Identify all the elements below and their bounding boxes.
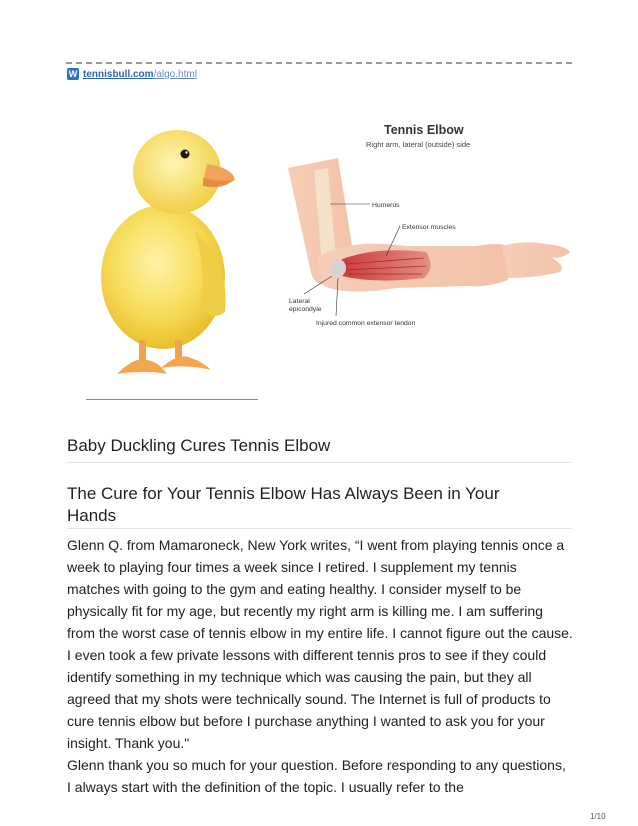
source-path[interactable]: /algo.html bbox=[153, 68, 197, 80]
article-title: Baby Duckling Cures Tennis Elbow bbox=[67, 436, 331, 455]
article-subtitle: The Cure for Your Tennis Elbow Has Always Been in Your Hands bbox=[67, 484, 500, 525]
article-body bbox=[67, 534, 573, 798]
duckling-image bbox=[95, 112, 245, 382]
header-dashed-rule bbox=[66, 62, 572, 64]
site-logo-icon: W bbox=[68, 69, 78, 79]
title-divider bbox=[67, 462, 572, 463]
diagram-subtitle: Right arm, lateral (outside) side bbox=[366, 140, 471, 149]
label-injured-tendon: Injured common extensor tendon bbox=[316, 320, 416, 327]
image-caption-rule bbox=[86, 399, 258, 400]
page-number: 1/10 bbox=[590, 812, 606, 821]
label-epicondyle: epicondyle bbox=[289, 306, 322, 313]
diagram-title: Tennis Elbow bbox=[384, 123, 464, 137]
subtitle-divider bbox=[67, 528, 572, 529]
label-extensor-muscles: Extensor muscles bbox=[402, 224, 456, 231]
source-domain[interactable]: tennisbull.com bbox=[83, 68, 154, 80]
label-lateral: Lateral bbox=[289, 298, 310, 305]
label-humerus: Humerus bbox=[372, 202, 400, 209]
body-paragraph-1: Glenn Q. from Mamaroneck, New York writes, “I went from playing tennis once a week to playing four times a week since I retired. I supplement my tennis matches with going to the gym and eating healthy. I consider myself to be physically fit for my age, but recently my right arm is killing me. I am suffering from the worst case of tennis elbow in my entire life. I cannot figure out the cause. I even took a few private lessons with different tennis pros to see if they could identify something in my technique which was causing the pain, but they all agreed that my shots were technically sound. The Internet is full of products to cure tennis elbow but before I purchase anything I wanted to ask you for your insight. Thank you." bbox=[67, 537, 573, 751]
source-link[interactable] bbox=[67, 68, 197, 80]
body-paragraph-2: Glenn thank you so much for your question. Before responding to any questions, I always start with the definition of the topic. I usually refer to the bbox=[67, 757, 566, 795]
